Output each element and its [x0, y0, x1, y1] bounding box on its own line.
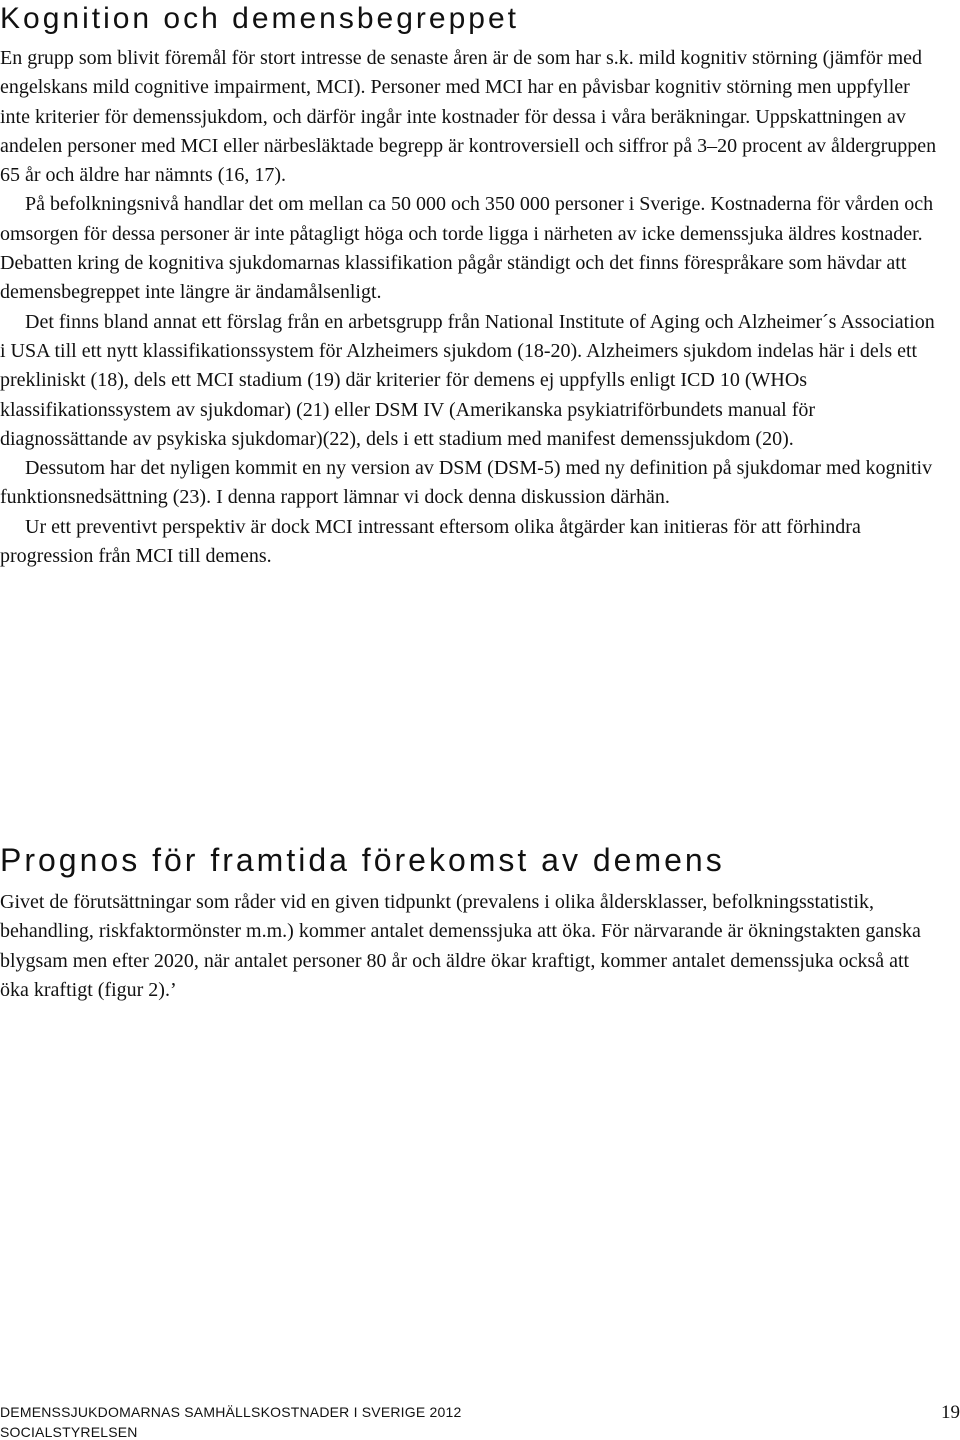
section-kognition-body — [0, 44, 940, 571]
paragraph: På befolkningsnivå handlar det om mellan ca 50 000 och 350 000 personer i Sverige. Kostnaderna för vården och omsorgen för dessa personer är inte påtagligt höga och torde ligga i närheten av icke demenssjuka äldres kostnader. Debatten kring de kognitiva sjukdomarnas klassifikation pågår ständigt och det finns förespråkare som hävdar att demensbegreppet inte längre är ändamålsenligt. — [0, 193, 934, 304]
paragraph: Ur ett preventivt perspektiv är dock MCI intressant eftersom olika åtgärder kan initieras för att förhindra progression från MCI till demens. — [0, 515, 861, 568]
page-number: 19 — [941, 1402, 960, 1423]
paragraph: Det finns bland annat ett förslag från en arbetsgrupp från National Institute of Aging och Alzheimer´s Association i USA till ett nytt klassifikationssystem för Alzheimers sjukdom (18-20). Alzheimers sjukdom indelas här i dels ett prekliniskt (18), dels ett MCI stadium (19) där kriterier för demens ej uppfylls enligt ICD 10 (WHOs klassifikationssystem av sjukdomar) (21) eller DSM IV (Amerikanska psykiatriförbundets manual för diagnossättande av psykiska sjukdomar)(22), dels i ett stadium med manifest demenssjukdom (20). — [0, 310, 935, 450]
paragraph: En grupp som blivit föremål för stort intresse de senaste åren är de som har s.k. mild kognitiv störning (jämför med engelskans mild cognitive impairment, MCI). Personer med MCI har en påvisbar kognitiv störning men uppfyller inte kriterier för demenssjukdom, och därför ingår inte kostnader för dessa i våra beräkningar. Uppskattningen av andelen personer med MCI eller närbesläktade begrepp är kontroversiell och siffror på 3–20 procent av åldergruppen 65 år och äldre har nämnts (16, 17). — [0, 47, 937, 187]
paragraph: Givet de förutsättningar som råder vid en given tidpunkt (prevalens i olika åldersklasser, befolkningsstatistik, behandling, riskfaktormönster m.m.) kommer antalet demenssjuka att öka. För närvarande är ökningstakten ganska blygsam men efter 2020, när antalet personer 80 år och äldre ökar kraftigt, kommer antalet demenssjuka också att öka kraftigt (figur 2).’ — [0, 891, 921, 1001]
section-heading-kognition: Kognition och demensbegreppet — [0, 2, 519, 35]
section-prognos-body — [0, 888, 940, 1005]
section-heading-prognos: Prognos för framtida förekomst av demens — [0, 842, 725, 878]
footer-report-title: DEMENSSJUKDOMARNAS SAMHÄLLSKOSTNADER I SVERIGE 2012 — [0, 1404, 462, 1420]
footer-organization: SOCIALSTYRELSEN — [0, 1424, 138, 1440]
paragraph: Dessutom har det nyligen kommit en ny version av DSM (DSM-5) med ny definition på sjukdomar med kognitiv funktionsnedsättning (23). I denna rapport lämnar vi dock denna diskussion därhän. — [0, 457, 933, 509]
